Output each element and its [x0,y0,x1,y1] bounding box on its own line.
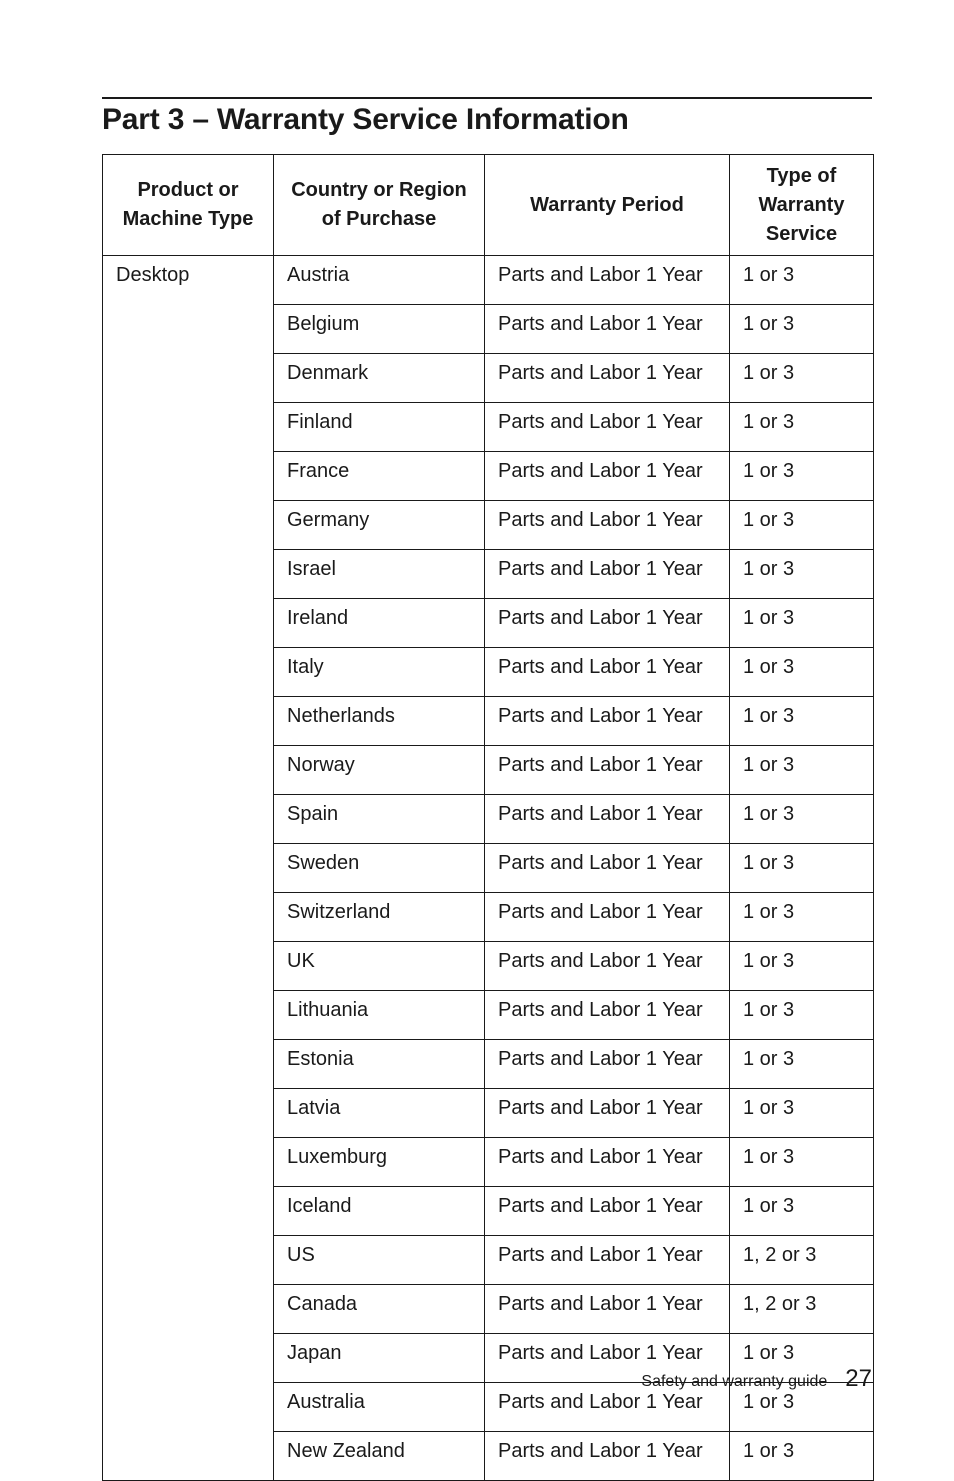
country-cell: Finland [274,403,485,452]
warranty-period-cell: Parts and Labor 1 Year [485,1040,730,1089]
warranty-period-cell: Parts and Labor 1 Year [485,1187,730,1236]
warranty-period-cell: Parts and Labor 1 Year [485,746,730,795]
service-type-cell: 1 or 3 [730,1187,874,1236]
warranty-period-cell: Parts and Labor 1 Year [485,795,730,844]
country-cell: Italy [274,648,485,697]
table-header-row [103,155,874,256]
warranty-period-cell: Parts and Labor 1 Year [485,942,730,991]
warranty-period-cell: Parts and Labor 1 Year [485,403,730,452]
country-cell: Iceland [274,1187,485,1236]
service-type-cell: 1 or 3 [730,1089,874,1138]
country-cell: Spain [274,795,485,844]
page-title: Part 3 – Warranty Service Information [102,103,629,136]
service-type-cell: 1 or 3 [730,844,874,893]
warranty-period-cell: Parts and Labor 1 Year [485,697,730,746]
service-type-cell: 1 or 3 [730,991,874,1040]
warranty-period-cell: Parts and Labor 1 Year [485,648,730,697]
country-cell: Latvia [274,1089,485,1138]
warranty-period-cell: Parts and Labor 1 Year [485,550,730,599]
footer-label: Safety and warranty guide [641,1373,828,1390]
country-cell: UK [274,942,485,991]
service-type-cell: 1 or 3 [730,1334,874,1383]
warranty-period-cell: Parts and Labor 1 Year [485,256,730,305]
warranty-period-cell: Parts and Labor 1 Year [485,1236,730,1285]
product-type-cell: Desktop [103,256,274,1481]
header-country: Country or Region of Purchase [274,155,485,256]
country-cell: Japan [274,1334,485,1383]
country-cell: France [274,452,485,501]
page-number: 27 [845,1365,872,1392]
country-cell: Lithuania [274,991,485,1040]
table-body [103,256,874,1481]
header-period: Warranty Period [485,155,730,256]
country-cell: Switzerland [274,893,485,942]
warranty-period-cell: Parts and Labor 1 Year [485,1089,730,1138]
country-cell: Belgium [274,305,485,354]
warranty-period-cell: Parts and Labor 1 Year [485,501,730,550]
table-row [103,256,874,305]
country-cell: Australia [274,1383,485,1432]
title-rule [102,97,872,139]
warranty-period-cell: Parts and Labor 1 Year [485,991,730,1040]
warranty-period-cell: Parts and Labor 1 Year [485,599,730,648]
country-cell: Netherlands [274,697,485,746]
country-cell: Israel [274,550,485,599]
country-cell: Norway [274,746,485,795]
header-product: Product or Machine Type [103,155,274,256]
service-type-cell: 1, 2 or 3 [730,1236,874,1285]
service-type-cell: 1 or 3 [730,403,874,452]
service-type-cell: 1 or 3 [730,746,874,795]
service-type-cell: 1 or 3 [730,1138,874,1187]
country-cell: Luxemburg [274,1138,485,1187]
header-type: Type of Warranty Service [730,155,874,256]
country-cell: Canada [274,1285,485,1334]
warranty-period-cell: Parts and Labor 1 Year [485,844,730,893]
service-type-cell: 1 or 3 [730,354,874,403]
service-type-cell: 1 or 3 [730,648,874,697]
service-type-cell: 1 or 3 [730,305,874,354]
service-type-cell: 1 or 3 [730,501,874,550]
warranty-period-cell: Parts and Labor 1 Year [485,1383,730,1432]
warranty-period-cell: Parts and Labor 1 Year [485,1432,730,1481]
warranty-period-cell: Parts and Labor 1 Year [485,452,730,501]
warranty-period-cell: Parts and Labor 1 Year [485,1138,730,1187]
country-cell: New Zealand [274,1432,485,1481]
warranty-period-cell: Parts and Labor 1 Year [485,305,730,354]
service-type-cell: 1 or 3 [730,1432,874,1481]
country-cell: Austria [274,256,485,305]
warranty-table [102,154,874,1481]
service-type-cell: 1, 2 or 3 [730,1285,874,1334]
service-type-cell: 1 or 3 [730,550,874,599]
country-cell: Ireland [274,599,485,648]
service-type-cell: 1 or 3 [730,599,874,648]
country-cell: Germany [274,501,485,550]
warranty-period-cell: Parts and Labor 1 Year [485,354,730,403]
service-type-cell: 1 or 3 [730,942,874,991]
warranty-period-cell: Parts and Labor 1 Year [485,893,730,942]
country-cell: US [274,1236,485,1285]
service-type-cell: 1 or 3 [730,256,874,305]
warranty-period-cell: Parts and Labor 1 Year [485,1285,730,1334]
service-type-cell: 1 or 3 [730,1383,874,1432]
service-type-cell: 1 or 3 [730,795,874,844]
service-type-cell: 1 or 3 [730,893,874,942]
service-type-cell: 1 or 3 [730,697,874,746]
warranty-period-cell: Parts and Labor 1 Year [485,1334,730,1383]
country-cell: Sweden [274,844,485,893]
country-cell: Denmark [274,354,485,403]
country-cell: Estonia [274,1040,485,1089]
service-type-cell: 1 or 3 [730,1040,874,1089]
page-footer [641,1365,872,1393]
service-type-cell: 1 or 3 [730,452,874,501]
